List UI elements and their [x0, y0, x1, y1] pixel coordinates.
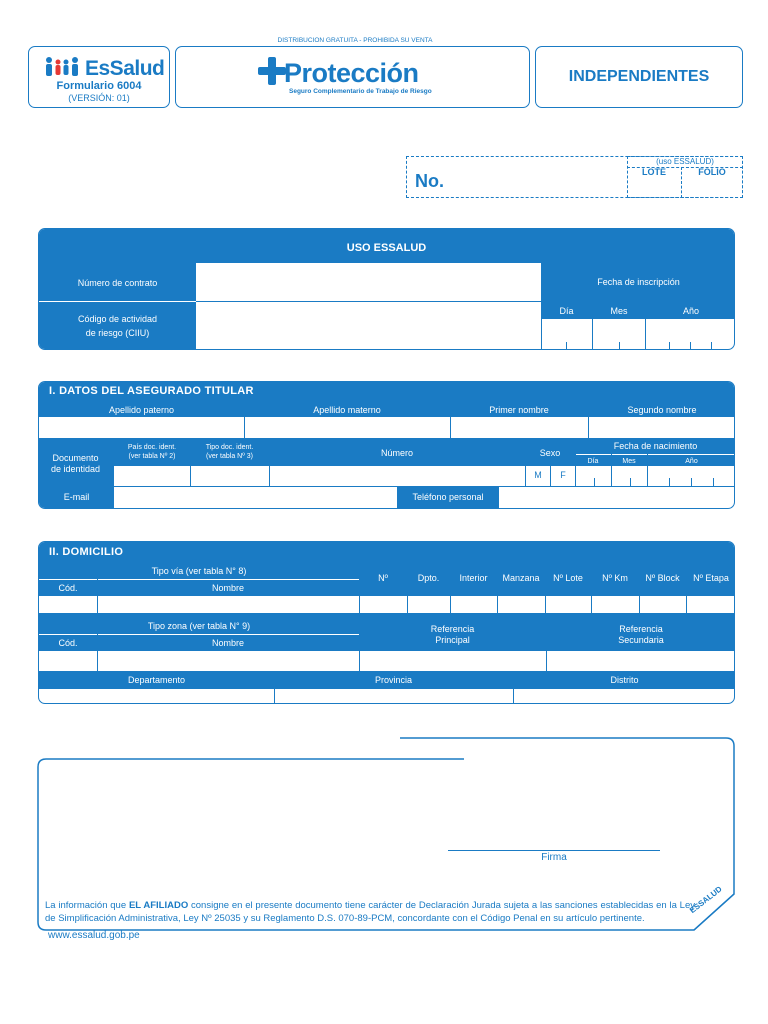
manzana-input[interactable] [498, 596, 545, 613]
zone-name-label: Nombre [211, 638, 244, 648]
email-label: E-mail [63, 492, 90, 502]
month-label: Mes [610, 306, 628, 316]
sex-label: Sexo [539, 448, 561, 458]
distribution-note: DISTRIBUCION GRATUITA - PROHIBIDA SU VENTA [277, 37, 433, 44]
road-code-input[interactable] [39, 596, 97, 613]
lote-input[interactable] [546, 596, 591, 613]
interior-input[interactable] [451, 596, 497, 613]
product-box [175, 46, 530, 108]
sex-f-option[interactable]: F [560, 470, 566, 480]
main-reference-label: Referencia Principal [430, 624, 475, 645]
identity-doc-label: Documento de identidad [50, 453, 101, 474]
essalud-family-icon [43, 56, 83, 78]
paternal-surname-input[interactable] [39, 417, 244, 438]
maternal-surname-input[interactable] [245, 417, 450, 438]
signature-input[interactable] [448, 800, 660, 850]
first-name-label: Primer nombre [489, 405, 549, 415]
section1-title: I. DATOS DEL ASEGURADO TITULAR [49, 385, 254, 397]
email-input[interactable] [114, 487, 397, 509]
section-address [38, 541, 735, 704]
product-title: Protección [284, 58, 419, 88]
category-title: INDEPENDIENTES [568, 68, 710, 85]
phone-input[interactable] [499, 487, 735, 509]
lote-number-label: Nº Lote [553, 573, 583, 583]
lote-label: LOTE [642, 167, 666, 177]
second-name-input[interactable] [589, 417, 735, 438]
province-input[interactable] [275, 689, 513, 704]
etapa-label: Nº Etapa [693, 573, 729, 583]
secondary-reference-input[interactable] [547, 651, 735, 671]
district-label: Distrito [610, 675, 639, 685]
district-input[interactable] [514, 689, 735, 704]
main-reference-input[interactable] [360, 651, 546, 671]
declaration-text: La información que EL AFILIADO consigne en el presente documento tiene carácter de Declaración Jurada sujeta a las sanciones establecidas en la Ley de Simplificación Administrativa, Ley Nº 25035 y su Reglamento D.S. 070-89-PCM, concordante con el Código Penal en su artículo pertinente. [45, 900, 695, 924]
logo-box [28, 46, 170, 108]
form-number: Formulario 6004 [56, 80, 142, 92]
product-subtitle: Seguro Complementario de Trabajo de Riesgo [289, 88, 432, 95]
birth-month-label: Mes [622, 458, 636, 465]
birth-day-label: Día [587, 458, 599, 465]
phone-label: Teléfono personal [412, 492, 484, 502]
doc-number-input[interactable] [270, 466, 525, 486]
activity-code-input[interactable] [196, 302, 541, 350]
essalud-logo-text: EsSalud [85, 57, 165, 80]
signature-label: Firma [541, 852, 567, 863]
zone-code-label: Cód. [58, 638, 78, 648]
doc-type-input[interactable] [191, 466, 269, 486]
department-input[interactable] [39, 689, 274, 704]
contract-number-input[interactable] [196, 263, 541, 301]
first-name-input[interactable] [451, 417, 588, 438]
section-insured [38, 381, 735, 509]
enrollment-date-label: Fecha de inscripción [597, 277, 680, 287]
street-number-label: Nº [378, 573, 388, 583]
department-label: Departamento [127, 675, 186, 685]
website-link[interactable]: www.essalud.gob.pe [48, 930, 140, 941]
section2-title: II. DOMICILIO [49, 546, 124, 558]
country-doc-label: País doc. ident. (ver tabla Nº 2) [127, 444, 177, 460]
number-label: No. [415, 171, 444, 191]
uso-essalud-title: USO ESSALUD [346, 242, 427, 254]
uso-essalud-note: (uso ESSALUD) [656, 157, 714, 166]
folio-label: FOLIO [698, 167, 726, 177]
doc-number-label: Número [380, 448, 413, 458]
km-input[interactable] [592, 596, 639, 613]
road-type-label: Tipo vía (ver tabla N° 8) [151, 566, 247, 576]
interior-label: Interior [459, 573, 488, 583]
block-input[interactable] [640, 596, 686, 613]
maternal-surname-label: Apellido materno [313, 405, 381, 415]
doc-type-label: Tipo doc. ident. (ver tabla Nº 3) [205, 444, 254, 460]
sex-m-option[interactable]: M [534, 470, 542, 480]
zone-name-input[interactable] [98, 651, 359, 671]
category-box [535, 46, 743, 108]
enrollment-day-input[interactable] [542, 319, 592, 350]
birth-date-input[interactable] [576, 466, 735, 486]
block-label: Nº Block [645, 573, 680, 583]
day-label: Día [559, 306, 574, 316]
plus-icon [258, 57, 286, 85]
manzana-label: Manzana [502, 573, 540, 583]
street-number-input[interactable] [360, 596, 407, 613]
second-name-label: Segundo nombre [627, 405, 697, 415]
road-code-label: Cód. [58, 583, 78, 593]
dpto-input[interactable] [408, 596, 450, 613]
road-name-input[interactable] [98, 596, 359, 613]
road-name-label: Nombre [211, 583, 244, 593]
secondary-reference-label: Referencia Secundaria [618, 624, 664, 645]
zone-code-input[interactable] [39, 651, 97, 671]
form-version: (VERSIÓN: 01) [68, 93, 130, 103]
contract-number-label: Número de contrato [77, 278, 158, 288]
km-label: Nº Km [602, 573, 628, 583]
zone-type-label: Tipo zona (ver tabla N° 9) [147, 621, 251, 631]
year-label: Año [682, 306, 699, 316]
birth-date-label: Fecha de nacimiento [613, 441, 698, 451]
dpto-label: Dpto. [417, 573, 440, 583]
activity-code-label: Código de actividad de riesgo (CIIU) [77, 314, 158, 338]
birth-year-label: Año [685, 458, 698, 465]
essalud-stamp: ESSALUD [688, 884, 724, 916]
country-doc-input[interactable] [114, 466, 190, 486]
paternal-surname-label: Apellido paterno [108, 405, 175, 415]
uso-essalud-section [38, 228, 735, 350]
province-label: Provincia [374, 675, 412, 685]
signature-line [448, 850, 660, 851]
etapa-input[interactable] [687, 596, 735, 613]
